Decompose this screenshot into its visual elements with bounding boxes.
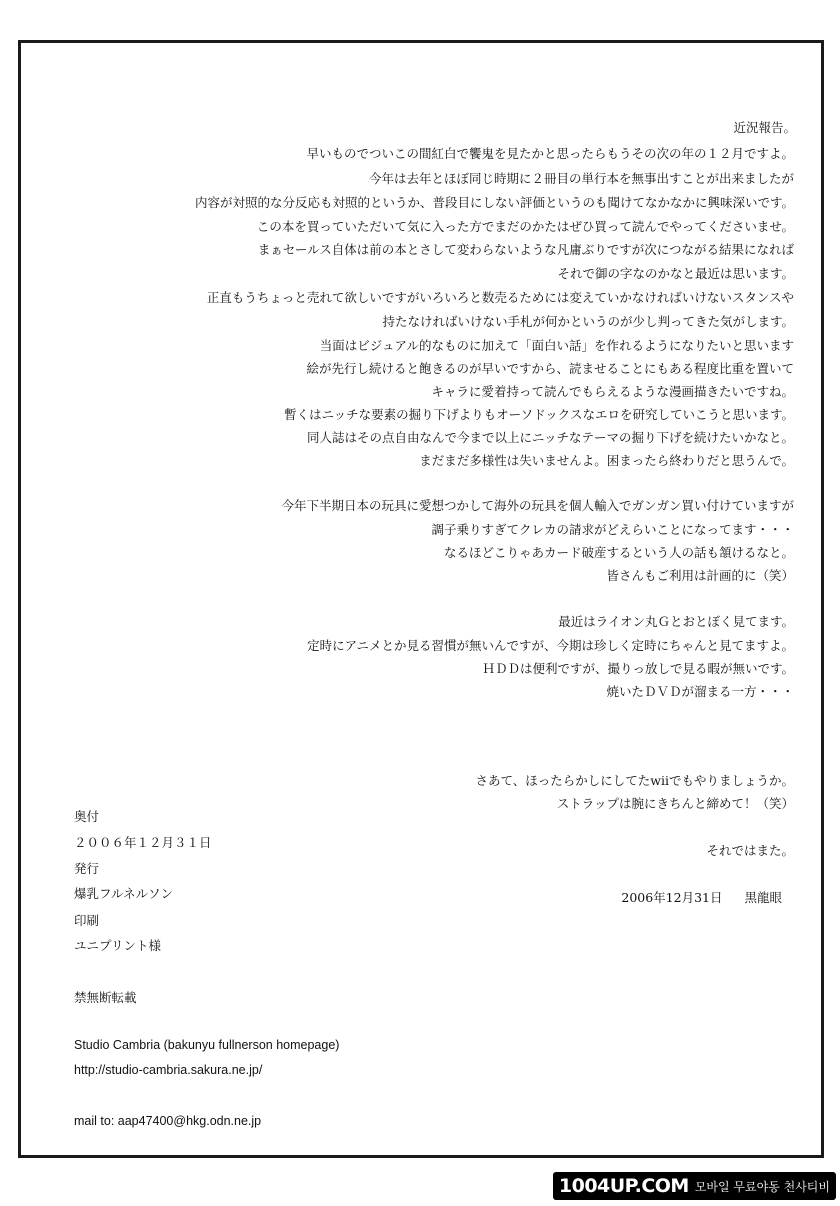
studio-name: Studio Cambria (bakunyu fullnerson homepage) [74, 1038, 340, 1052]
homepage-link[interactable]: http://studio-cambria.sakura.ne.jp/ [74, 1063, 263, 1077]
signature-date: 2006年12月31日 [621, 890, 723, 905]
afterword-line: 当面はビジュアル的なものに加えて「面白い話」を作れるようになりたいと思います [319, 338, 794, 353]
afterword-line: 最近はライオン丸Ｇとおとぼく見てます。 [558, 614, 794, 629]
afterword-line: 正直もうちょっと売れて欲しいですがいろいろと数売るためには変えていかなければいけないスタンスや [206, 290, 794, 305]
watermark-brand: 1004UP.COM [558, 1175, 689, 1197]
afterword-line: 絵が先行し続けると飽きるのが早いですから、読ませることにもある程度比重を置いて [306, 361, 794, 376]
afterword-line: 早いものでついこの間紅白で饗鬼を見たかと思ったらもうその次の年の１２月ですよ。 [306, 146, 794, 161]
afterword-line: さあて、ほったらかしにしてたwiiでもやりましょうか。 [475, 773, 794, 788]
site-watermark [553, 1172, 836, 1200]
afterword-line: 定時にアニメとか見る習慣が無いんですが、今期は珍しく定時にちゃんと見てますよ。 [307, 638, 794, 653]
watermark-tagline: 모바일 무료야동 천사티비 [694, 1179, 830, 1194]
publish-label: 発行 [74, 861, 100, 876]
afterword-line: 今年は去年とほぼ同じ時期に２冊目の単行本を無事出すことが出来ましたが [368, 171, 794, 186]
afterword-line: 暫くはニッチな要素の掘り下げよりもオーソドックスなエロを研究していこうと思います。 [284, 407, 794, 422]
afterword-line: 持たなければいけない手札が何かというのが少し判ってきた気がします。 [382, 314, 794, 329]
copyright-notice: 禁無断転載 [74, 990, 137, 1005]
afterword-line: まぁセールス自体は前の本とさして変わらないような凡庸ぶりですが次につながる結果になれば [257, 242, 794, 257]
afterword-line: それで御の字なのかなと最近は思います。 [557, 266, 794, 281]
afterword-line: なるほどこりゃあカード破産するという人の話も頷けるなと。 [443, 545, 794, 560]
afterword-line: 今年下半期日本の玩具に愛想つかして海外の玩具を個人輸入でガンガン買い付けていますが [281, 498, 794, 513]
printer-name: ユニプリント様 [74, 938, 162, 953]
colophon-date: ２００６年１２月３１日 [74, 835, 212, 850]
colophon-title: 奥付 [74, 809, 100, 824]
colophon [74, 0, 394, 1140]
afterword-line: まだまだ多様性は失いませんよ。困まったら終わりだと思うんで。 [419, 453, 794, 468]
afterword-line: 同人誌はその点自由なんで今まで以上にニッチなテーマの掘り下げを続けたいかなと。 [306, 430, 794, 445]
afterword-line: キャラに愛着持って読んでもらえるような漫画描きたいですね。 [431, 384, 794, 399]
mail-link[interactable]: mail to: aap47400@hkg.odn.ne.jp [74, 1114, 262, 1128]
afterword-line: 焼いたＤＶＤが溜まる一方・・・ [606, 684, 794, 699]
afterword-line: 内容が対照的な分反応も対照的というか、普段目にしない評価というのも聞けてなかなかに興味深いです。 [194, 195, 794, 210]
afterword-line: 皆さんもご利用は計画的に（笑） [606, 568, 794, 583]
author-name: 黒龍眼 [744, 890, 782, 905]
closing-text: それではまた。 [706, 843, 794, 858]
signature [621, 888, 782, 906]
afterword-line: ＨＤＤは便利ですが、撮りっ放しで見る暇が無いです。 [482, 661, 794, 676]
afterword-line: 調子乗りすぎてクレカの請求がどえらいことになってます・・・ [431, 522, 794, 537]
print-label: 印刷 [74, 913, 100, 928]
afterword-heading: 近況報告。 [733, 120, 796, 135]
afterword-line: ストラップは腕にきちんと締めて！（笑） [556, 796, 794, 811]
afterword-line: この本を買っていただいて気に入った方でまだのかたはぜひ買って読んでやってくださいませ。 [256, 219, 794, 234]
publisher-name: 爆乳フルネルソン [74, 886, 174, 901]
